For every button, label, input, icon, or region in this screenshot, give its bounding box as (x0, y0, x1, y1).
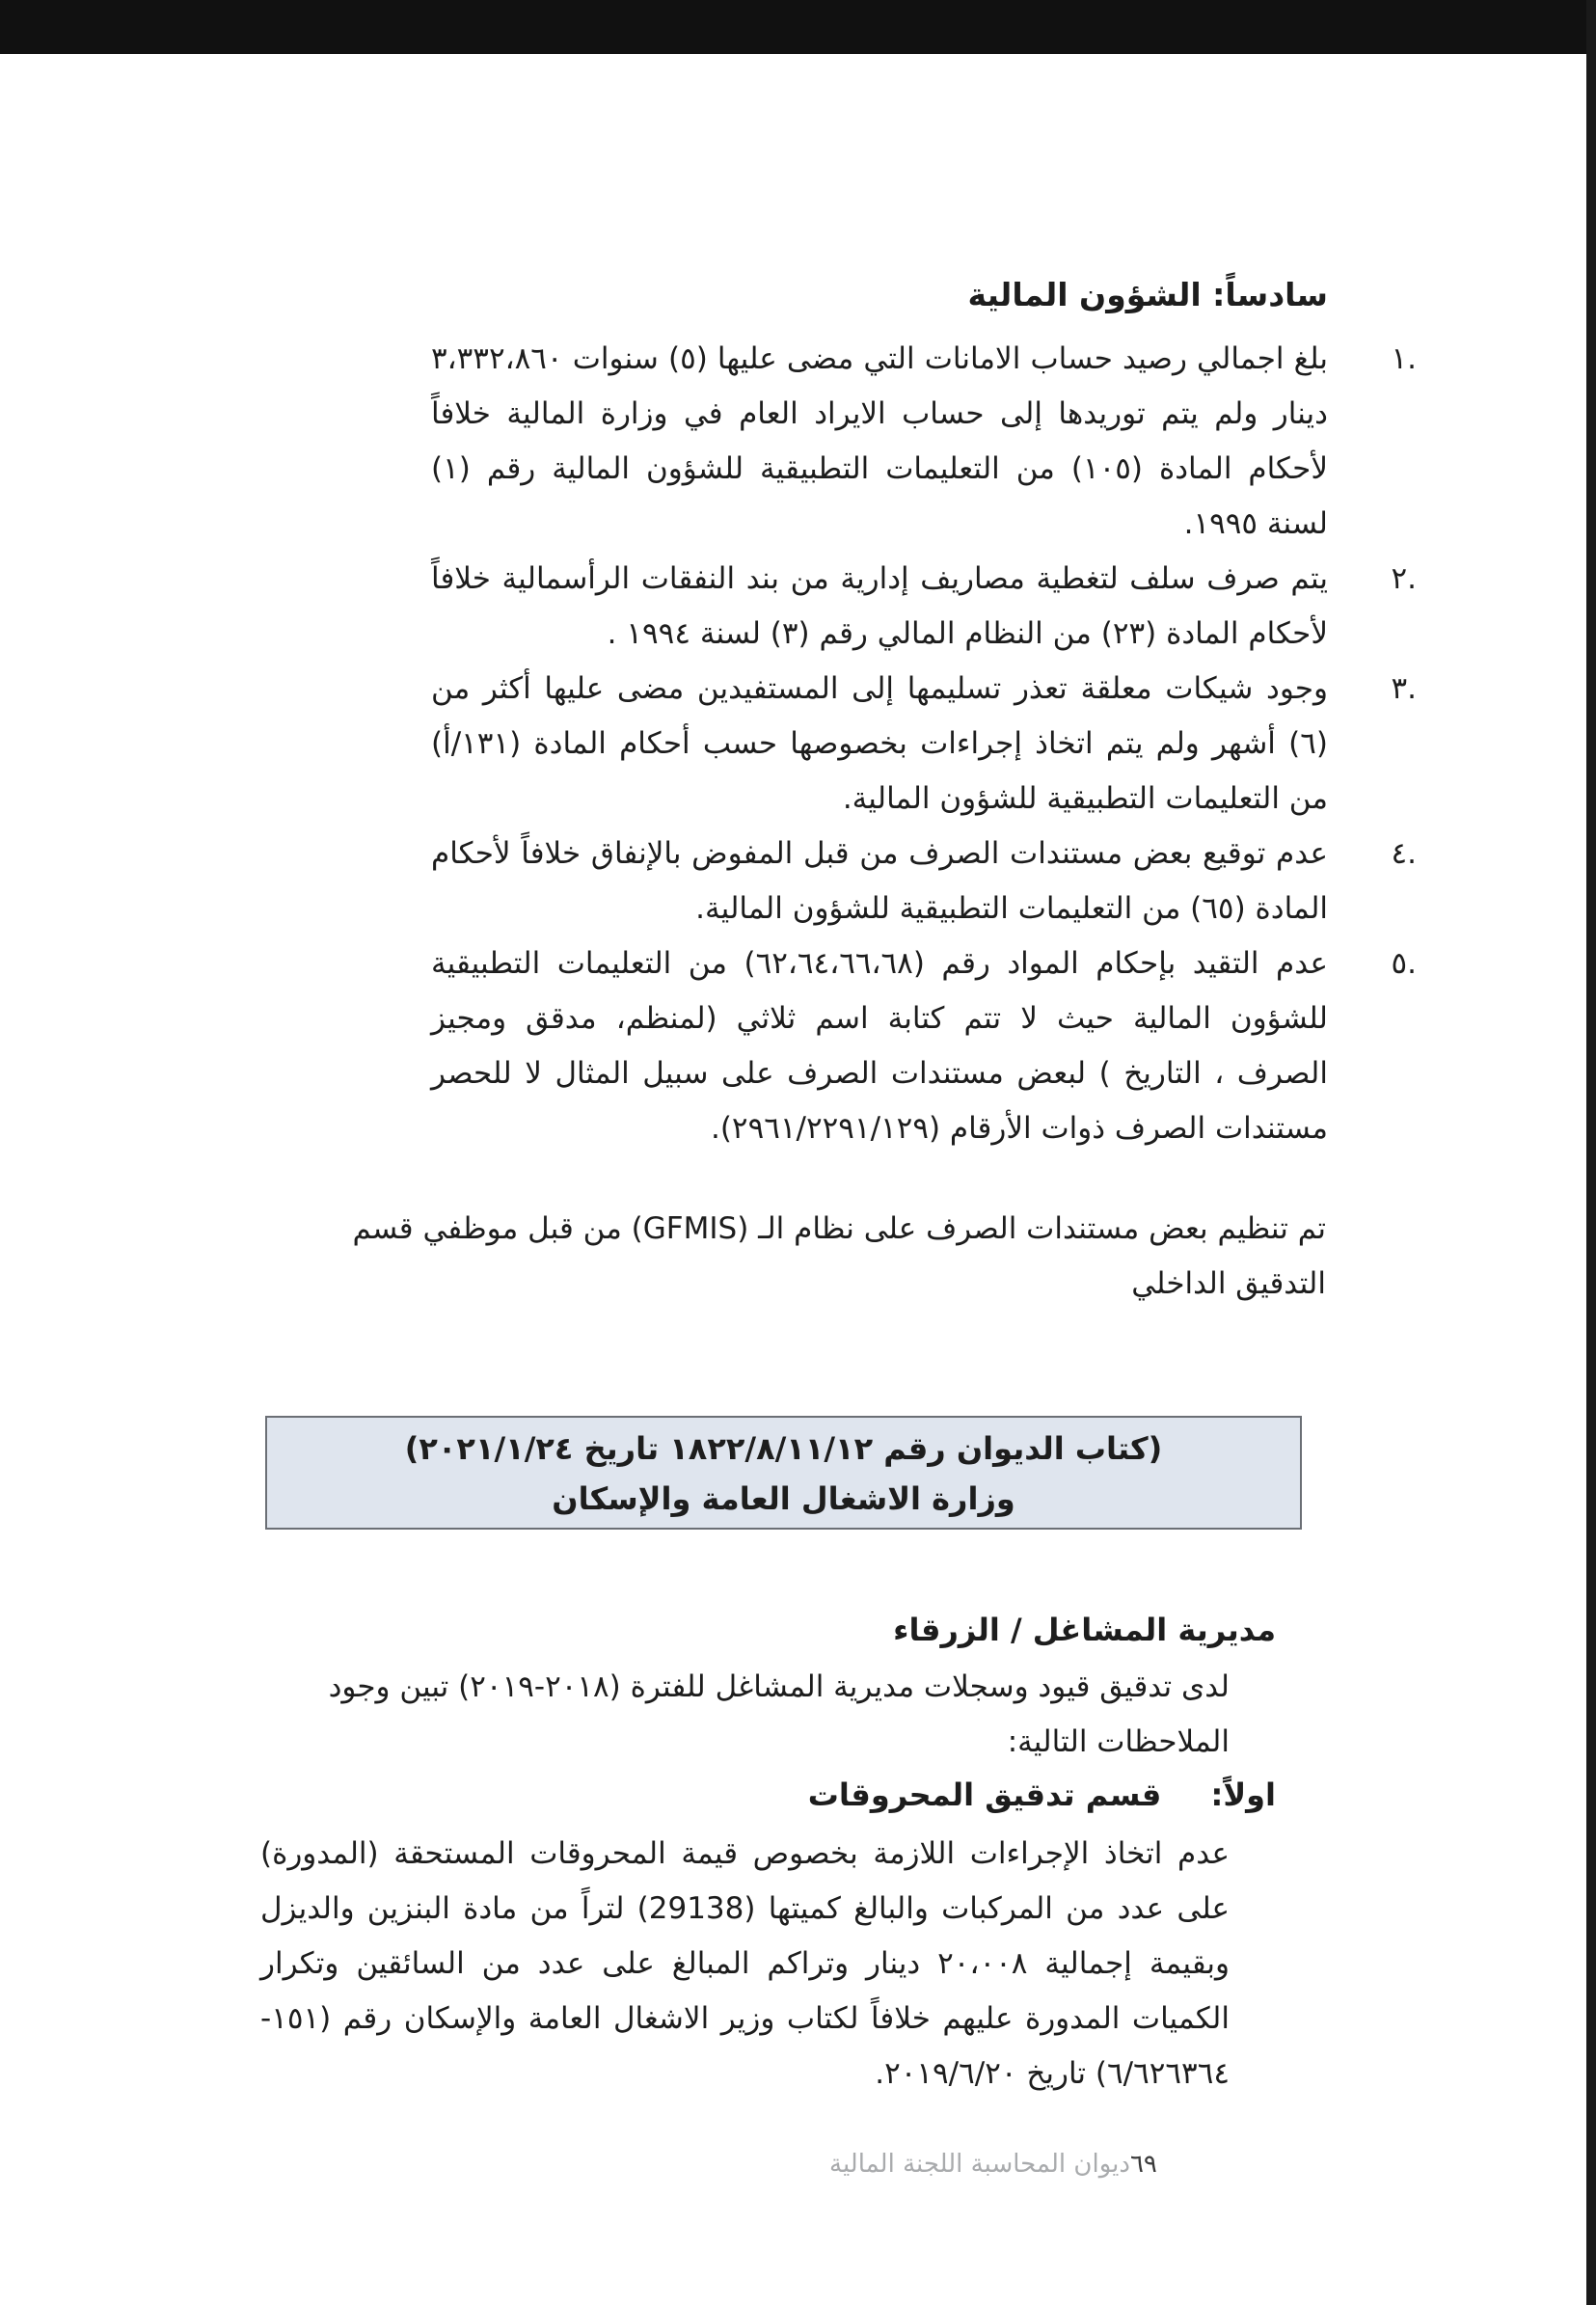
list-item (431, 936, 1417, 1156)
item-text: وجود شيكات معلقة تعذر تسليمها إلى المستفيدين مضى عليها أكثر من (٦) أشهر ولم يتم اتخاذ إجراءات بخصوصها حسب أحكام المادة (١٣١/أ) من التعليمات التطبيقية للشؤون المالية. (431, 671, 1328, 816)
scan-border-top (0, 0, 1596, 54)
page-number: ٦٩ (1129, 2150, 1157, 2179)
item-text: عدم التقيد بإحكام المواد رقم (٦٢،٦٤،٦٦،٦٨) من التعليمات التطبيقية للشؤون المالية حيث لا تتم كتابة اسم ثلاثي (لمنظم، مدقق ومجيز الصرف ، التاريخ ) لبعض مستندات الصرف على سبيل المثال لا للحصر مستندات الصرف ذوات الأرقام (٢٩٦١/٢٢٩١/١٢٩). (431, 946, 1329, 1146)
document-page (0, 54, 1586, 2305)
footer-caption: ديوان المحاسبة اللجنة المالية (829, 2150, 1130, 2179)
subsection-label: اولاً: (1210, 1776, 1276, 1813)
directorate-intro: لدى تدقيق قيود وسجلات مديرية المشاغل للفترة (٢٠١٨-٢٠١٩) تبين وجود الملاحظات التالية: (328, 1669, 1230, 1759)
subsection-heading (808, 1771, 1276, 1819)
item-number: .٣ (1391, 671, 1417, 706)
section-title: سادساً: الشؤون المالية (967, 276, 1328, 313)
scan-border-right (1586, 0, 1596, 2305)
directorate-title: مديرية المشاغل / الزرقاء (893, 1612, 1276, 1648)
item-text: عدم توقيع بعض مستندات الصرف من قبل المفوض بالإنفاق خلافاً لأحكام المادة (٦٥) من التعليمات التطبيقية للشؤون المالية. (431, 836, 1328, 926)
item-number: .١ (1391, 341, 1417, 376)
item-number: .٤ (1391, 836, 1417, 871)
findings-list (339, 332, 1417, 1156)
item-text: بلغ اجمالي رصيد حساب الامانات التي مضى عليها (٥) سنوات ٣،٣٣٢،٨٦٠ دينار ولم يتم توريدها إلى حساب الايراد العام في وزارة المالية خلافاً لأحكام المادة (١٠٥) من التعليمات التطبيقية للشؤون المالية رقم (١) لسنة ١٩٩٥. (431, 341, 1328, 541)
letter-reference: (كتاب الديوان رقم ١٨٢٢/٨/١١/١٢ تاريخ ٢٠٢١/١/٢٤) (404, 1430, 1163, 1467)
page-footer (829, 2147, 1157, 2182)
item-number: .٢ (1391, 561, 1417, 596)
list-item (431, 827, 1417, 936)
ministry-name: وزارة الاشغال العامة والإسكان (552, 1480, 1015, 1517)
fuel-finding-text: عدم اتخاذ الإجراءات اللازمة بخصوص قيمة المحروقات المستحقة (المدورة) على عدد من المركبات والبالغ كميتها (29138) لتراً من مادة البنزين والديزل وبقيمة إجمالية ٢٠،٠٠٨ دينار وتراكم المبالغ على عدد من السائقين وتكرار الكميات المدورة عليهم خلافاً لكتاب وزير الاشغال العامة والإسكان رقم (١٥١- ٦/٦٢٦٣٦٤) تاريخ ٢٠١٩/٦/٢٠. (260, 1836, 1230, 2091)
gfmis-paragraph: تم تنظيم بعض مستندات الصرف على نظام الـ (GFMIS) من قبل موظفي قسم التدقيق الداخلي (352, 1211, 1326, 1301)
list-item (431, 332, 1417, 552)
letter-reference-box (265, 1416, 1302, 1530)
list-item (431, 662, 1417, 827)
item-text: يتم صرف سلف لتغطية مصاريف إدارية من بند النفقات الرأسمالية خلافاً لأحكام المادة (٢٣) من النظام المالي رقم (٣) لسنة ١٩٩٤ . (431, 561, 1328, 651)
subsection-title: قسم تدقيق المحروقات (807, 1776, 1162, 1813)
list-item (431, 552, 1417, 662)
item-number: .٥ (1391, 946, 1417, 981)
